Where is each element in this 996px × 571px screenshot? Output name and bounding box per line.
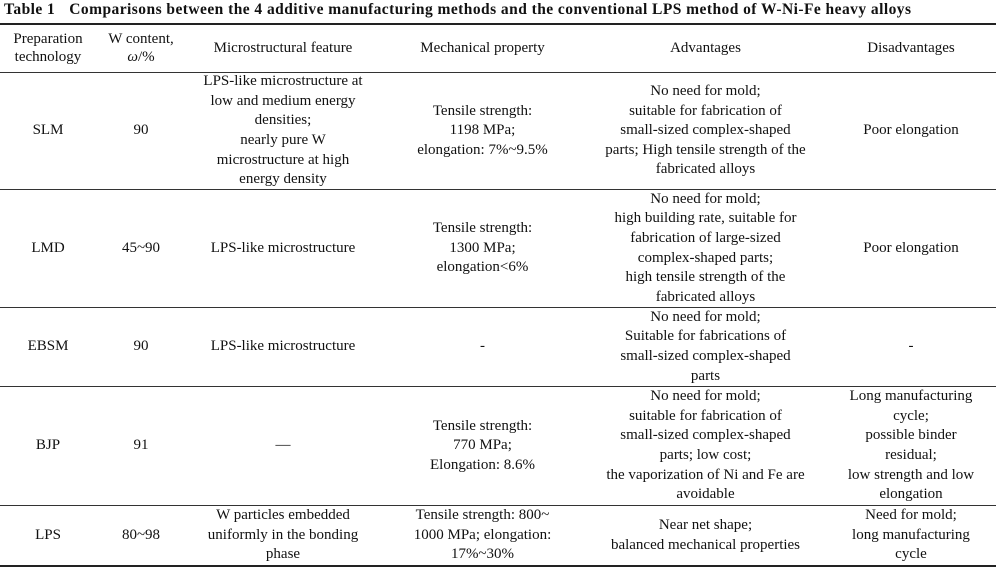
cell-microstructure [186,387,380,505]
cell-line: suitable for fabrication of [629,102,782,119]
cell-line: - [480,338,485,355]
cell-line: LPS-like microstructure [210,239,356,256]
cell-line: small-sized complex-shaped [620,427,791,444]
cell-line: LPS-like microstructure [210,338,356,355]
cell-line: elongation: 7%~9.5% [417,141,548,158]
header-w-content-unit: /% [137,49,155,65]
cell-w-content [96,506,186,565]
cell-line: fabrication of large-sized [630,229,781,246]
cell-disadvantages [826,506,996,565]
cell-value: 91 [133,437,149,454]
cell-line: No need for mold; [650,190,761,207]
cell-line: Near net shape; [658,516,753,533]
cell-line: W particles embedded [216,507,350,524]
cell-line: possible binder [865,427,957,444]
cell-line: — [275,437,291,454]
cell-mechanical [380,506,585,565]
cell-line: - [908,338,914,355]
cell-line: parts; low cost; [659,447,752,463]
cell-technology [0,308,96,386]
cell-line: Tensile strength: [432,220,533,237]
cell-value: SLM [32,122,64,139]
cell-disadvantages [826,308,996,386]
cell-technology [0,387,96,505]
bottom-rule [0,565,996,567]
header-mechanical: Mechanical property [420,40,545,56]
cell-line: Suitable for fabrications of [624,328,787,345]
cell-line: high tensile strength of the [625,269,786,286]
header-technology-line1: Preparation [13,31,83,47]
header-w-content [96,24,186,72]
cell-line: fabricated alloys [655,161,756,178]
cell-line: long manufacturing [852,526,970,543]
cell-value: LMD [31,239,65,256]
cell-mechanical [380,73,585,189]
cell-value: 90 [133,122,149,139]
cell-line: the vaporization of Ni and Fe are [606,466,805,483]
header-disadvantages: Disadvantages [867,40,955,56]
cell-technology [0,73,96,189]
table-title: Comparisons between the 4 additive manufacturing methods and the conventional LPS method of W-Ni-Fe heavy alloys [69,1,912,18]
cell-line: Elongation: 8.6% [430,456,535,473]
cell-line: Tensile strength: 800~ [415,507,550,524]
cell-line: suitable for fabrication of [629,407,782,424]
cell-line: low and medium energy [210,92,356,109]
cell-w-content [96,308,186,386]
cell-line: small-sized complex-shaped [620,348,791,364]
table-number: Table 1 [4,1,56,18]
cell-value: 80~98 [121,526,161,543]
cell-line: low strength and low [847,466,975,483]
cell-line: densities; [254,112,312,129]
cell-line: cycle; [893,407,929,424]
cell-line: small-sized complex-shaped [620,122,791,139]
cell-line: elongation [879,486,943,503]
cell-line: elongation<6% [436,259,529,276]
cell-advantages [585,73,826,189]
cell-w-content [96,387,186,505]
cell-line: No need for mold; [650,308,761,325]
cell-value: 45~90 [121,239,161,256]
cell-line: 770 MPa; [453,437,512,454]
cell-line: fabricated alloys [655,288,756,305]
header-technology-line2: technology [14,49,82,65]
cell-mechanical [380,190,585,307]
cell-technology [0,506,96,565]
cell-line: parts; High tensile strength of the [605,141,806,158]
cell-value: 90 [133,338,149,355]
cell-microstructure [186,73,380,189]
cell-advantages [585,190,826,307]
cell-line: energy density [239,171,327,188]
cell-disadvantages [826,190,996,307]
cell-line: No need for mold; [650,83,761,100]
cell-line: uniformly in the bonding [207,526,359,543]
cell-line: complex-shaped parts; [637,249,774,266]
cell-technology [0,190,96,307]
cell-value: BJP [35,437,61,454]
cell-line: nearly pure W [240,132,326,148]
cell-microstructure [186,308,380,386]
cell-microstructure [186,506,380,565]
header-technology [0,24,96,72]
cell-advantages [585,308,826,386]
cell-line: LPS-like microstructure at [203,73,363,90]
cell-line: balanced mechanical properties [610,536,801,553]
cell-mechanical [380,387,585,505]
header-advantages: Advantages [670,40,741,56]
cell-w-content [96,73,186,189]
cell-line: Poor elongation [863,122,959,139]
cell-line: Tensile strength: [432,102,533,119]
cell-line: Long manufacturing [849,388,973,405]
header-w-content-symbol: ω [127,49,138,65]
cell-line: parts [690,367,721,384]
cell-line: cycle [895,546,927,563]
cell-line: avoidable [676,486,735,503]
cell-advantages [585,506,826,565]
cell-advantages [585,387,826,505]
cell-value: LPS [35,526,61,543]
cell-line: Need for mold; [865,507,957,524]
cell-line: 1000 MPa; elongation: [413,526,552,543]
cell-line: high building rate, suitable for [614,210,797,227]
header-w-content-line1: W content, [108,31,174,47]
cell-line: microstructure at high [216,151,350,168]
cell-value: EBSM [27,338,69,355]
cell-line: Tensile strength: [432,417,533,434]
header-microstructure: Microstructural feature [213,40,353,56]
cell-microstructure [186,190,380,307]
cell-line: 1300 MPa; [449,239,516,256]
cell-line: Poor elongation [863,239,959,256]
cell-disadvantages [826,387,996,505]
cell-w-content [96,190,186,307]
table-caption [4,0,994,22]
cell-mechanical [380,308,585,386]
cell-line: residual; [885,447,937,463]
cell-line: phase [265,546,301,563]
cell-line: No need for mold; [650,388,761,405]
cell-line: 1198 MPa; [449,122,516,139]
cell-line: 17%~30% [450,546,515,563]
cell-disadvantages [826,73,996,189]
